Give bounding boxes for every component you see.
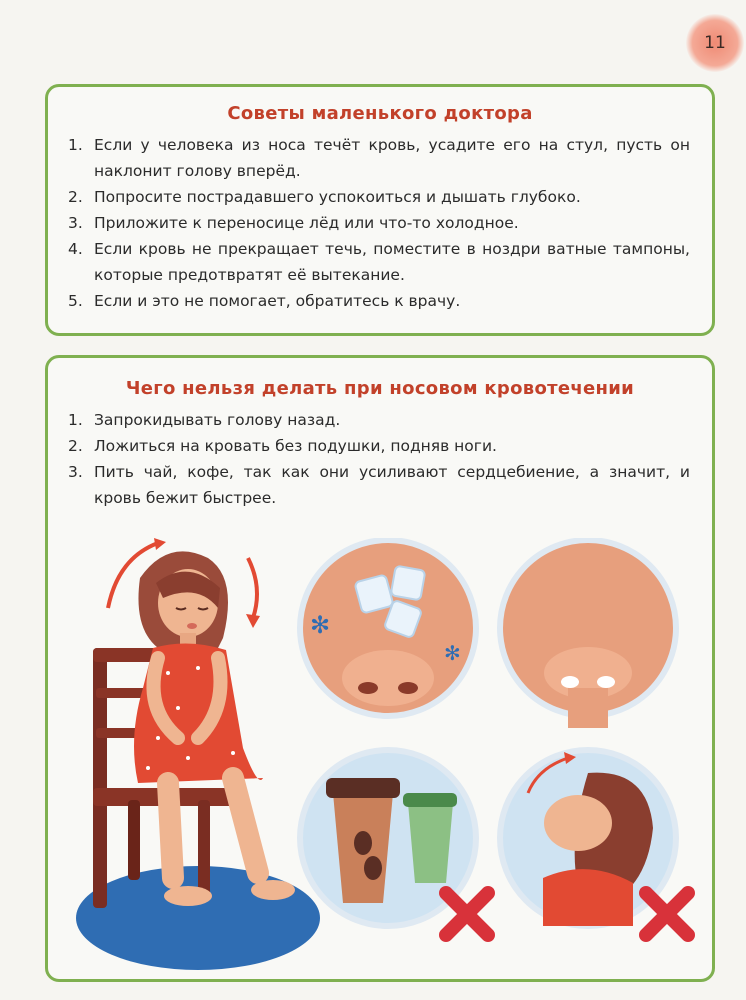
list-item: 3. Приложите к переносице лёд или что-то холодное. xyxy=(68,214,519,232)
girl-on-chair-illustration xyxy=(76,538,320,970)
red-cross-icon xyxy=(446,893,488,935)
svg-text:✻: ✻ xyxy=(310,611,331,639)
list-item: 2. Ложиться на кровать без подушки, подняв ноги. xyxy=(68,437,497,455)
cotton-in-nose-icon xyxy=(500,540,676,728)
tips-list xyxy=(48,132,712,314)
list-item: 2. Попросите пострадавшего успокоиться и дышать глубоко. xyxy=(68,188,581,206)
illustration-area xyxy=(48,538,712,978)
list-item: 1. Запрокидывать голову назад. xyxy=(68,411,341,429)
list-item: 5. Если и это не помогает, обратитесь к врачу. xyxy=(68,292,461,310)
donts-box xyxy=(45,355,715,982)
red-cross-icon xyxy=(646,893,688,935)
donts-list xyxy=(48,407,712,511)
donts-title: Чего нельзя делать при носовом кровотечении xyxy=(125,378,635,399)
tips-title: Советы маленького доктора xyxy=(227,103,533,124)
page-number: 11 xyxy=(686,14,744,72)
svg-text:✻: ✻ xyxy=(444,641,461,665)
tips-box xyxy=(45,84,715,336)
list-item: 3. Пить чай, кофе, так как они усиливают сердцебиение, а значит, и кровь бежит быстрее. xyxy=(68,463,690,507)
list-item: 4. Если кровь не прекращает течь, поместите в ноздри ватные тампоны, которые предотвратят её вытекание. xyxy=(68,240,690,284)
list-item: 1. Если у человека из носа течёт кровь, усадите его на стул, пусть он наклонит голову вперёд. xyxy=(68,136,690,180)
ice-on-nose-icon xyxy=(300,540,476,716)
